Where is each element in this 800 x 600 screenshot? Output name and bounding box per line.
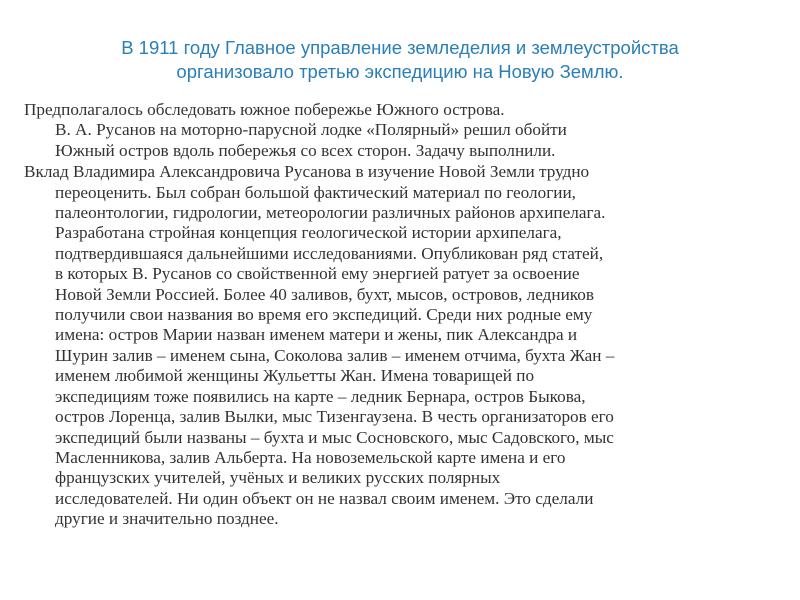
- paragraph-line: экспедиций были названы – бухта и мыс Сосновского, мыс Садовского, мыс: [55, 427, 614, 447]
- paragraph-line: имена: остров Марии назван именем матери и жены, пик Александра и: [55, 325, 578, 345]
- paragraph-line: Масленникова, залив Альберта. На новоземельской карте имена и его: [55, 447, 566, 467]
- slide-title: [40, 36, 760, 84]
- paragraph-line: Шурин залив – именем сына, Соколова залив – именем отчима, бухта Жан –: [55, 345, 615, 365]
- paragraph-line: переоценить. Был собран большой фактический материал по геологии,: [55, 182, 576, 202]
- paragraph-line: экспедициям тоже появились на карте – ледник Бернара, остров Быкова,: [55, 386, 586, 406]
- paragraph-line: остров Лоренца, залив Вылки, мыс Тизенгаузена. В честь организаторов его: [55, 407, 614, 427]
- paragraph-line: Новой Земли Россией. Более 40 заливов, бухт, мысов, островов, ледников: [55, 284, 594, 304]
- paragraph-line: в которых В. Русанов со свойственной ему энергией ратует за освоение: [55, 264, 580, 284]
- title-line: организовало третью экспедицию на Новую Землю.: [176, 61, 624, 82]
- paragraph-line: Вклад Владимира Александровича Русанова в изучение Новой Земли трудно: [24, 162, 590, 182]
- paragraph-line: подтвердившаяся дальнейшими исследованиями. Опубликован ряд статей,: [55, 243, 604, 263]
- paragraph-line: исследователей. Ни один объект он не назвал своим именем. Это сделали: [55, 488, 594, 508]
- slide-body: [24, 100, 784, 531]
- paragraph-line: получили свои названия во время его экспедиций. Среди них родные ему: [55, 305, 593, 325]
- paragraph-line: другие и значительно позднее.: [55, 509, 279, 529]
- paragraph-line: Южный остров вдоль побережья со всех сторон. Задачу выполнили.: [55, 140, 556, 160]
- paragraph-line: В. А. Русанов на моторно-парусной лодке «Полярный» решил обойти: [55, 120, 567, 140]
- paragraph-line: палеонтологии, гидрологии, метеорологии различных районов архипелага.: [55, 203, 606, 223]
- paragraph-contribution: [24, 162, 784, 529]
- paragraph-line: французских учителей, учёных и великих русских полярных: [55, 468, 501, 488]
- title-line: В 1911 году Главное управление земледелия и землеустройства: [121, 37, 679, 58]
- paragraph-line: Предполагалось обследовать южное побережье Южного острова.: [24, 100, 505, 119]
- paragraph-line: Разработана стройная концепция геологической истории архипелага,: [55, 223, 562, 243]
- paragraph-line: именем любимой женщины Жульетты Жан. Имена товарищей по: [55, 366, 535, 386]
- paragraph-expedition: [24, 100, 784, 161]
